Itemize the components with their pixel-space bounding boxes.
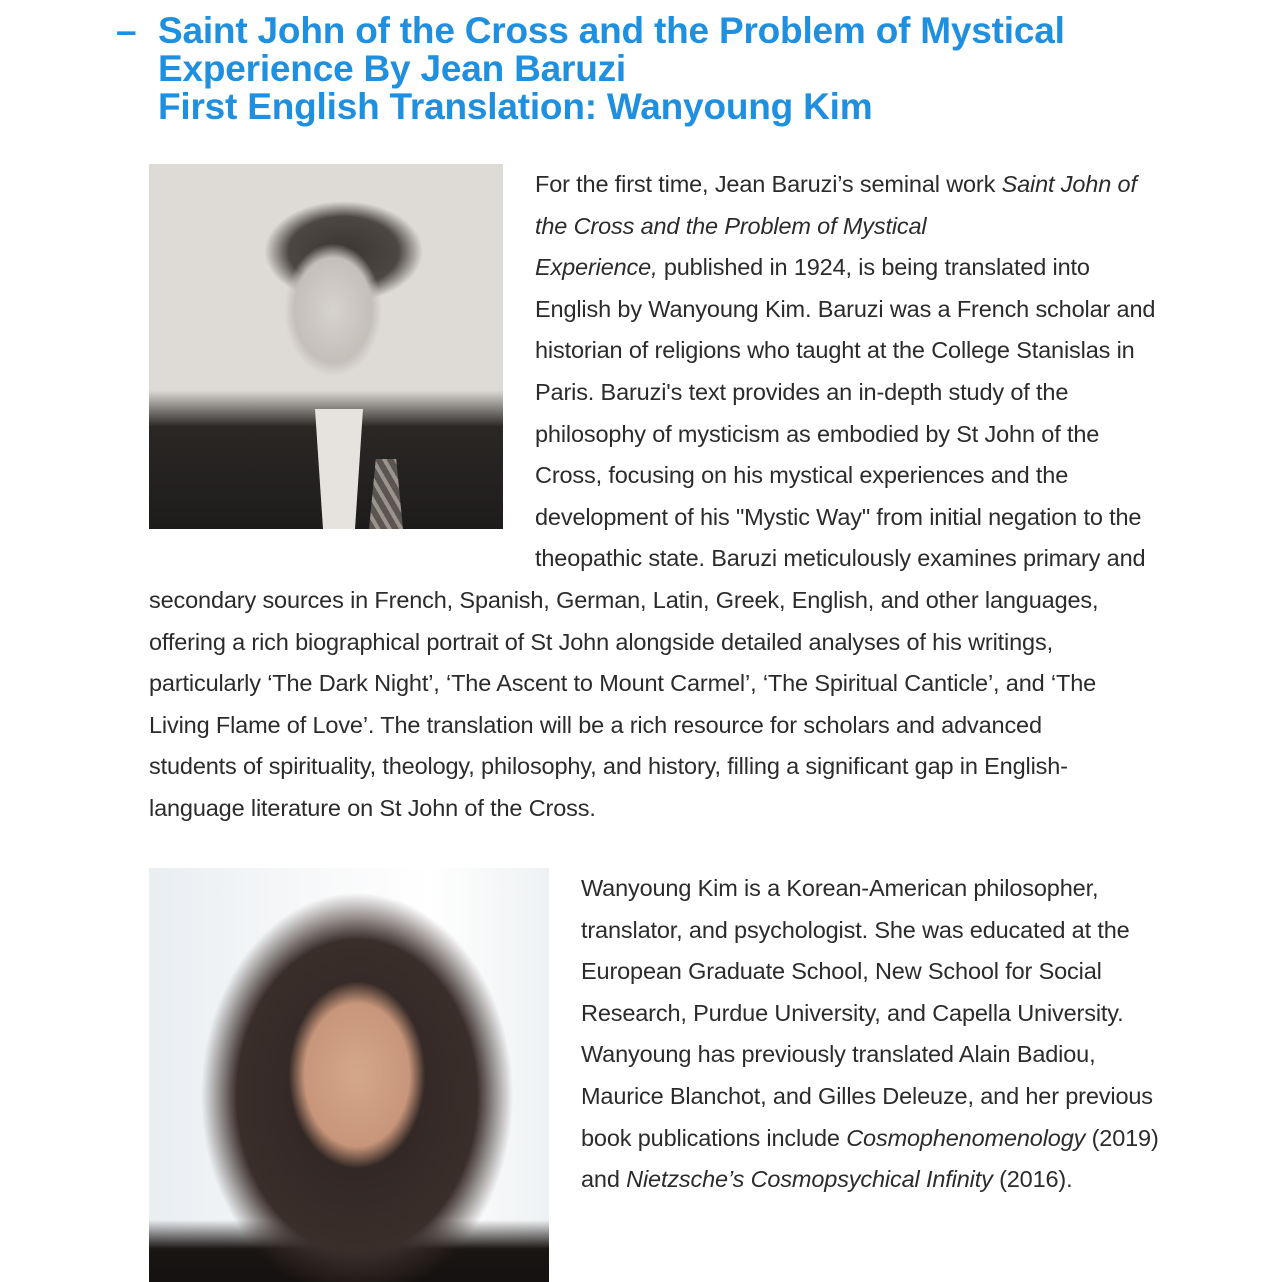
description-line: the Cross and the Problem of Mystical <box>535 212 927 239</box>
bio-line: Wanyoung Kim is a Korean-American philosopher, <box>581 875 1099 901</box>
title-line-1: – Saint John of the Cross and the Problem of Mystical <box>116 10 1065 51</box>
description-line: For the first time, Jean Baruzi’s seminal work Saint John of <box>535 171 1137 197</box>
book-description-full-width <box>149 580 1259 830</box>
description-line: philosophy of mysticism as embodied by St John of the <box>535 420 1100 447</box>
description-line: development of his "Mystic Way" from initial negation to the <box>535 503 1142 530</box>
description-line: particularly ‘The Dark Night’, ‘The Ascent to Mount Carmel’, ‘The Spiritual Canticle’, and ‘The <box>149 670 1097 697</box>
bio-line: Wanyoung has previously translated Alain Badiou, <box>581 1041 1096 1068</box>
title-line-3: First English Translation: Wanyoung Kim <box>158 86 873 127</box>
description-line: historian of religions who taught at the College Stanislas in <box>535 337 1135 364</box>
description-line: students of spirituality, theology, philosophy, and history, filling a significant gap in English- <box>149 753 1068 780</box>
description-line: secondary sources in French, Spanish, German, Latin, Greek, English, and other languages, <box>149 587 1099 613</box>
bio-line: Maurice Blanchot, and Gilles Deleuze, and her previous <box>581 1082 1153 1109</box>
baruzi-portrait-image <box>149 164 503 529</box>
bio-line: and Nietzsche’s Cosmopsychical Infinity (2016). <box>581 1166 1073 1193</box>
description-line: Paris. Baruzi's text provides an in-depth study of the <box>535 378 1069 405</box>
description-line: Living Flame of Love’. The translation will be a rich resource for scholars and advanced <box>149 711 1042 738</box>
kim-portrait-image <box>149 868 549 1282</box>
description-line: Cross, focusing on his mystical experiences and the <box>535 462 1069 489</box>
description-line: language literature on St John of the Cross. <box>149 794 596 821</box>
description-line: offering a rich biographical portrait of St John alongside detailed analyses of his writings, <box>149 628 1053 655</box>
translator-bio <box>581 868 1261 1201</box>
dash-bullet-icon: – <box>116 10 137 51</box>
bio-line: European Graduate School, New School for Social <box>581 958 1102 985</box>
tie-shape <box>369 459 403 529</box>
description-line: Experience, published in 1924, is being translated into <box>535 254 1090 281</box>
bio-line: book publications include Cosmophenomenology (2019) <box>581 1124 1159 1151</box>
book-description-beside-photo <box>535 164 1255 580</box>
shirt-shape <box>299 409 379 529</box>
bio-line: Research, Purdue University, and Capella University. <box>581 999 1124 1026</box>
title-line-2: Experience By Jean Baruzi <box>158 48 626 89</box>
page-title <box>116 12 1256 126</box>
description-line: theopathic state. Baruzi meticulously examines primary and <box>535 545 1146 572</box>
bio-line: translator, and psychologist. She was educated at the <box>581 916 1130 943</box>
description-line: English by Wanyoung Kim. Baruzi was a French scholar and <box>535 295 1156 322</box>
